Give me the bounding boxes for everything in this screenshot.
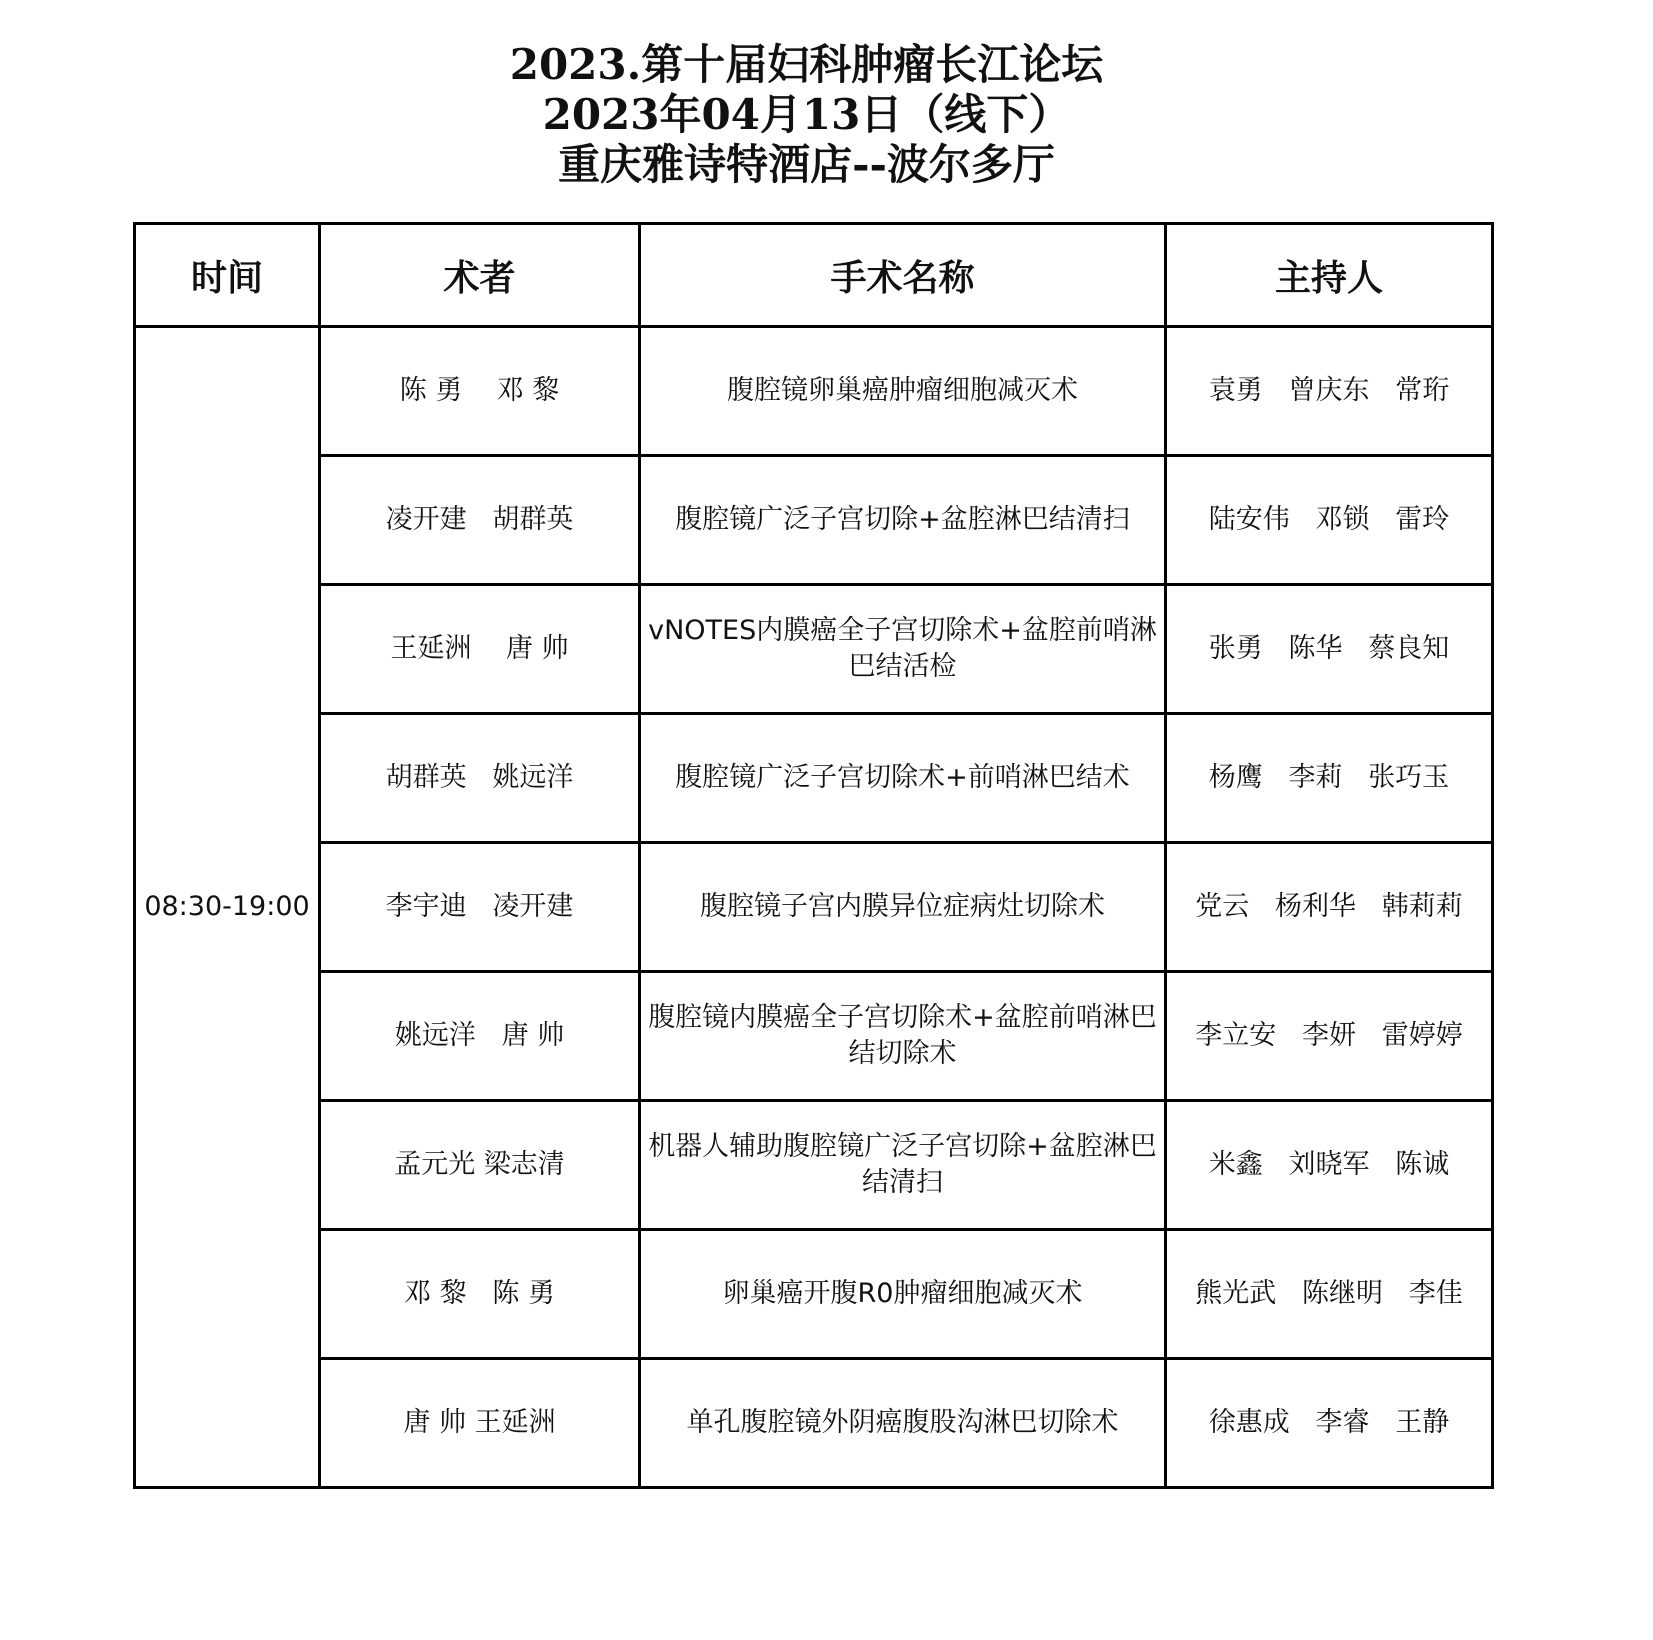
procedure-cell: 机器人辅助腹腔镜广泛子宫切除+盆腔淋巴结清扫	[640, 1101, 1166, 1230]
title-date: 2023年04月13日（线下）	[542, 90, 1071, 139]
table-row	[135, 1230, 1493, 1359]
table-row	[135, 972, 1493, 1101]
hosts-cell: 党云 杨利华 韩莉莉	[1166, 843, 1493, 972]
hosts-cell: 米鑫 刘晓军 陈诚	[1166, 1101, 1493, 1230]
procedure-cell: 腹腔镜广泛子宫切除+盆腔淋巴结清扫	[640, 456, 1166, 585]
surgeons-cell: 凌开建 胡群英	[320, 456, 640, 585]
hosts-cell: 陆安伟 邓锁 雷玲	[1166, 456, 1493, 585]
surgeons-cell: 陈 勇 邓 黎	[320, 327, 640, 456]
hosts-cell: 袁勇 曾庆东 常珩	[1166, 327, 1493, 456]
procedure-cell: 卵巢癌开腹R0肿瘤细胞减灭术	[640, 1230, 1166, 1359]
procedure-cell: 腹腔镜卵巢癌肿瘤细胞减灭术	[640, 327, 1166, 456]
hosts-cell: 张勇 陈华 蔡良知	[1166, 585, 1493, 714]
header-procedure: 手术名称	[640, 224, 1166, 327]
header-surgeon: 术者	[320, 224, 640, 327]
time-slot-cell: 08:30-19:00	[135, 327, 320, 1488]
hosts-cell: 杨鹰 李莉 张巧玉	[1166, 714, 1493, 843]
surgery-schedule-table	[133, 222, 1494, 1489]
procedure-cell: 腹腔镜广泛子宫切除术+前哨淋巴结术	[640, 714, 1166, 843]
surgeons-cell: 胡群英 姚远洋	[320, 714, 640, 843]
surgeons-cell: 孟元光 梁志清	[320, 1101, 640, 1230]
hosts-cell: 熊光武 陈继明 李佳	[1166, 1230, 1493, 1359]
table-row	[135, 1101, 1493, 1230]
header-time: 时间	[135, 224, 320, 327]
surgeons-cell: 姚远洋 唐 帅	[320, 972, 640, 1101]
procedure-cell: vNOTES内膜癌全子宫切除术+盆腔前哨淋巴结活检	[640, 585, 1166, 714]
surgeons-cell: 邓 黎 陈 勇	[320, 1230, 640, 1359]
surgeons-cell: 李宇迪 凌开建	[320, 843, 640, 972]
title-venue: 重庆雅诗特酒店--波尔多厅	[558, 140, 1055, 189]
title-forum-name: 2023.第十届妇科肿瘤长江论坛	[509, 40, 1104, 89]
table-row	[135, 1359, 1493, 1488]
surgeons-cell: 唐 帅 王延洲	[320, 1359, 640, 1488]
table-row	[135, 714, 1493, 843]
table-row	[135, 843, 1493, 972]
procedure-cell: 单孔腹腔镜外阴癌腹股沟淋巴切除术	[640, 1359, 1166, 1488]
hosts-cell: 李立安 李妍 雷婷婷	[1166, 972, 1493, 1101]
header-host: 主持人	[1166, 224, 1493, 327]
table-row	[135, 327, 1493, 456]
surgeons-cell: 王延洲 唐 帅	[320, 585, 640, 714]
document-title	[0, 40, 1653, 190]
table-row	[135, 585, 1493, 714]
procedure-cell: 腹腔镜内膜癌全子宫切除术+盆腔前哨淋巴结切除术	[640, 972, 1166, 1101]
procedure-cell: 腹腔镜子宫内膜异位症病灶切除术	[640, 843, 1166, 972]
table-row	[135, 456, 1493, 585]
hosts-cell: 徐惠成 李睿 王静	[1166, 1359, 1493, 1488]
table-header-row	[135, 224, 1493, 327]
